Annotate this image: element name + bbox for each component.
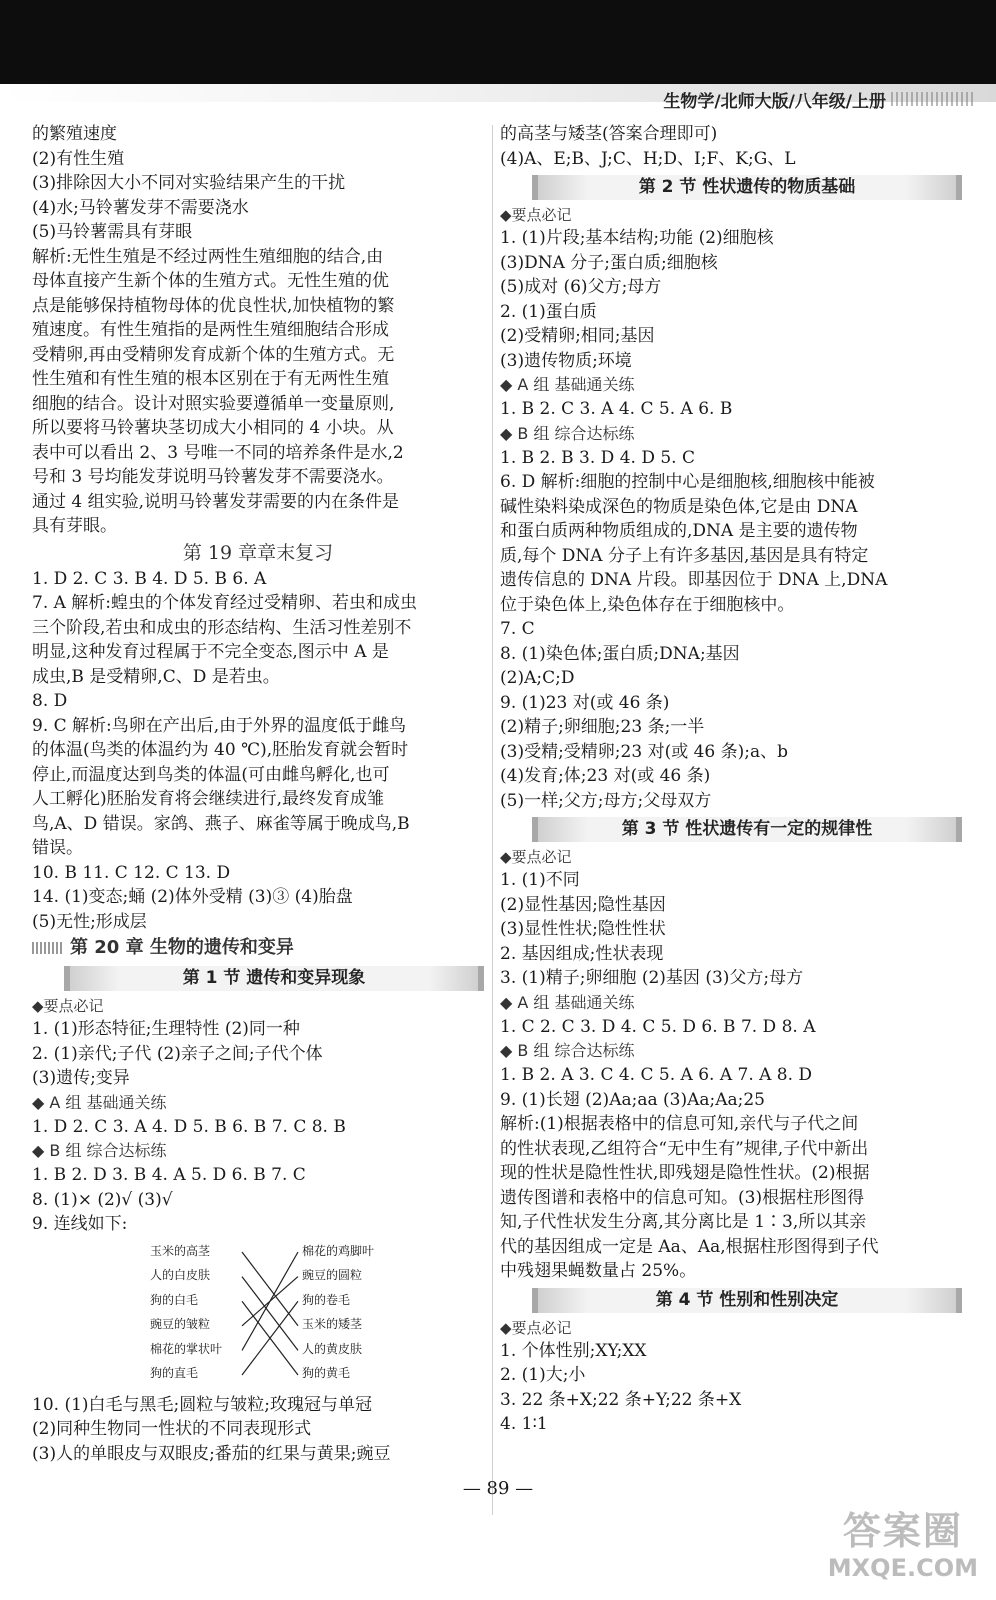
answer-line: 母体直接产生新个体的生殖方式。无性生殖的优 (32, 271, 389, 291)
exercise-group-label: ◆ B 组 综合达标练 (32, 1141, 167, 1160)
exercise-group-label: ◆ A 组 基础通关练 (500, 992, 635, 1012)
answer-line: 知,子代性状发生分离,其分离比是 1∶3,所以其亲 (500, 1212, 867, 1232)
answer-line: 停止,而温度达到鸟类的体温(可由雌鸟孵化,也可 (32, 764, 390, 785)
answer-line: 7. A 解析:蝗虫的个体发育经过受精卵、若虫和成虫 (32, 593, 418, 613)
match-lines (32, 1239, 484, 1391)
answer-line: (4)发育;体;23 对(或 46 条) (500, 766, 711, 786)
column-divider (492, 125, 493, 1515)
left-column (32, 122, 484, 1466)
answer-line: (3)人的单眼皮与双眼皮;番茄的红果与黄果;豌豆 (32, 1443, 391, 1464)
answer-line: 表中可以看出 2、3 号唯一不同的培养条件是水,2 (32, 442, 404, 463)
match-line (242, 1252, 298, 1350)
answer-line: 点是能够保持植物母体的优良性状,加快植物的繁 (32, 295, 395, 316)
answer-line: 错误。 (32, 838, 83, 858)
answer-line: 1. (1)不同 (500, 870, 580, 890)
match-line (242, 1252, 298, 1326)
exercise-group-label: ◆ B 组 综合达标练 (500, 423, 635, 443)
answer-line: 14. (1)变态;蛹 (2)体外受精 (3)③ (4)胎盘 (32, 887, 353, 907)
watermark (827, 1509, 978, 1582)
answer-line: 成虫,B 是受精卵,C、D 是若虫。 (32, 666, 280, 687)
answer-line: (2)受精卵;相同;基因 (500, 326, 655, 346)
answer-line: 10. (1)白毛与黑毛;圆粒与皱粒;玫瑰冠与单冠 (32, 1394, 372, 1415)
answer-line: 受精卵,再由受精卵发育成新个体的生殖方式。无 (32, 344, 395, 365)
answer-line: 所以要将马铃薯块茎切成大小相同的 4 小块。从 (32, 418, 394, 438)
answer-line: (2)同种生物同一性状的不同表现形式 (32, 1419, 312, 1439)
answer-line: (5)马铃薯需具有芽眼 (32, 222, 193, 242)
answer-line: 位于染色体上,染色体存在于细胞核中。 (500, 594, 795, 615)
answer-line: (3)显性性状;隐性性状 (500, 919, 666, 939)
answer-line: 1. B 2. A 3. C 4. C 5. A 6. A 7. A 8. D (500, 1065, 813, 1085)
answer-line: 1. 个体性别;XY;XX (500, 1340, 647, 1361)
match-right-item: 狗的黄毛 (302, 1366, 351, 1381)
answer-line: 三个阶段,若虫和成虫的形态结构、生活习性差别不 (32, 617, 412, 638)
answer-line: 1. B 2. C 3. A 4. C 5. A 6. B (500, 399, 733, 419)
top-black-band (0, 0, 996, 84)
matching-diagram (32, 1239, 484, 1391)
match-left-item: 玉米的高茎 (150, 1243, 211, 1258)
answer-line: (5)无性;形成层 (32, 911, 147, 932)
key-points-label: ◆要点必记 (500, 1318, 572, 1337)
match-left-item: 狗的直毛 (150, 1366, 199, 1381)
answer-line: 9. (1)长翅 (2)Aa;aa (3)Aa;Aa;25 (500, 1089, 765, 1110)
answer-line: 的体温(鸟类的体温约为 40 ℃),胚胎发育就会暂时 (32, 740, 409, 760)
answer-line: (2)A;C;D (500, 668, 575, 688)
answer-line: 遗传信息的 DNA 片段。即基因位于 DNA 上,DNA (500, 570, 888, 590)
exercise-group-label: ◆ A 组 基础通关练 (500, 375, 635, 394)
right-column (500, 122, 962, 1437)
key-points-label: ◆要点必记 (500, 848, 572, 866)
answer-line: (3)遗传;变异 (32, 1068, 130, 1088)
answer-line: 的繁殖速度 (32, 124, 117, 144)
section-heading-bar: 第 2 节 性状遗传的物质基础 (532, 175, 962, 200)
match-right-item: 狗的卷毛 (302, 1292, 351, 1307)
answer-line: 解析:无性生殖是不经过两性生殖细胞的结合,由 (32, 246, 384, 267)
answer-line: 10. B 11. C 12. C 13. D (32, 862, 231, 883)
answer-line: 9. 连线如下: (32, 1214, 128, 1234)
match-right-item: 棉花的鸡脚叶 (302, 1243, 375, 1258)
answer-line: (5)成对 (6)父方;母方 (500, 277, 662, 297)
answer-line: 6. D 解析:细胞的控制中心是细胞核,细胞核中能被 (500, 472, 875, 492)
answer-line: 9. (1)23 对(或 46 条) (500, 692, 670, 713)
watermark-logo-text: 答案圈 (842, 1509, 963, 1553)
answer-line: 现的性状是隐性性状,即残翅是隐性性状。(2)根据 (500, 1163, 870, 1183)
answer-line: (3)排除因大小不同对实验结果产生的干扰 (32, 173, 346, 193)
answer-line: 和蛋白质两种物质组成的,DNA 是主要的遗传物 (500, 521, 858, 541)
answer-line: 号和 3 号均能发芽说明马铃薯发芽不需要浇水。 (32, 467, 394, 487)
section-heading-bar: 第 1 节 遗传和变异现象 (64, 966, 484, 991)
match-left-item: 豌豆的皱粒 (150, 1317, 211, 1332)
key-points-label: ◆要点必记 (500, 206, 572, 224)
answer-line: 9. C 解析:鸟卵在产出后,由于外界的温度低于雌鸟 (32, 715, 407, 736)
answer-line: 8. (1)染色体;蛋白质;DNA;基因 (500, 643, 740, 664)
answer-line: 8. (1)× (2)√ (3)√ (32, 1189, 173, 1210)
exercise-group-label: ◆ B 组 综合达标练 (500, 1041, 635, 1060)
answer-line: 殖速度。有性生殖指的是两性生殖细胞结合形成 (32, 320, 389, 340)
match-left-item: 人的白皮肤 (150, 1268, 211, 1283)
answer-line: 3. 22 条+X;22 条+Y;22 条+X (500, 1389, 742, 1410)
answer-line: 明显,这种发育过程属于不完全变态,图示中 A 是 (32, 642, 389, 662)
answer-line: 1. D 2. C 3. A 4. D 5. B 6. B 7. C 8. B (32, 1116, 346, 1137)
header-dot-pattern (891, 92, 976, 106)
series-title: 生物学/北师大版/八年级/上册 (663, 92, 886, 112)
match-right-item: 人的黄皮肤 (302, 1341, 363, 1356)
answer-line: 中残翅果蝇数量占 25%。 (500, 1261, 697, 1281)
answer-line: 1. B 2. B 3. D 4. D 5. C (500, 447, 695, 468)
exercise-group-label: ◆ A 组 基础通关练 (32, 1092, 167, 1112)
answer-line: 代的基因组成一定是 Aa、Aa,根据柱形图得到子代 (500, 1236, 879, 1257)
answer-line: 2. 基因组成;性状表现 (500, 943, 664, 964)
match-right-item: 玉米的矮茎 (302, 1317, 363, 1332)
answer-line: 2. (1)蛋白质 (500, 301, 597, 322)
answer-line: 人工孵化)胚胎发育将会继续进行,最终发育成雏 (32, 789, 385, 809)
answer-line: 解析:(1)根据表格中的信息可知,亲代与子代之间 (500, 1114, 859, 1134)
answer-line: (4)A、E;B、J;C、H;D、I;F、K;G、L (500, 148, 796, 169)
answer-line: (3)遗传物质;环境 (500, 350, 632, 371)
answer-line: (2)精子;卵细胞;23 条;一半 (500, 717, 705, 737)
answer-line: 3. (1)精子;卵细胞 (2)基因 (3)父方;母方 (500, 968, 804, 988)
answer-line: 碱性染料染成深色的物质是染色体,它是由 DNA (500, 496, 858, 517)
answer-line: 性生殖和有性生殖的根本区别在于有无两性生殖 (32, 369, 389, 389)
answer-line: 的高茎与矮茎(答案合理即可) (500, 124, 718, 144)
answer-line: (3)DNA 分子;蛋白质;细胞核 (500, 252, 718, 273)
answer-line: 遗传图谱和表格中的信息可知。(3)根据柱形图得 (500, 1187, 865, 1208)
chapter-review-title: 第 19 章章末复习 (182, 541, 334, 564)
answer-line: 的性状表现,乙组符合“无中生有”规律,子代中新出 (500, 1138, 869, 1159)
answer-line: 具有芽眼。 (32, 516, 117, 536)
answer-line: 2. (1)亲代;子代 (2)亲子之间;子代个体 (32, 1043, 323, 1064)
answer-line: 细胞的结合。设计对照实验要遵循单一变量原则, (32, 393, 395, 414)
chapter-heading: 第 20 章 生物的遗传和变异 (32, 934, 484, 962)
answer-line: (4)水;马铃薯发芽不需要浇水 (32, 197, 249, 218)
answer-line: (5)一样;父方;母方;父母双方 (500, 790, 712, 811)
answer-line: (3)受精;受精卵;23 对(或 46 条);a、b (500, 741, 789, 762)
section-heading-bar: 第 3 节 性状遗传有一定的规律性 (532, 817, 962, 842)
key-points-label: ◆要点必记 (32, 997, 104, 1015)
answer-line: 7. C (500, 619, 535, 639)
answer-line: 1. (1)片段;基本结构;功能 (2)细胞核 (500, 228, 774, 248)
answer-line: (2)有性生殖 (32, 148, 125, 169)
answer-line: 质,每个 DNA 分子上有许多基因,基因是具有特定 (500, 545, 869, 566)
answer-line: 1. C 2. C 3. D 4. C 5. D 6. B 7. D 8. A (500, 1016, 816, 1037)
answer-line: 1. B 2. D 3. B 4. A 5. D 6. B 7. C (32, 1165, 306, 1185)
answer-line: 4. 1∶1 (500, 1414, 548, 1434)
match-left-item: 狗的白毛 (150, 1292, 199, 1307)
match-line (242, 1276, 298, 1350)
match-left-item: 棉花的掌状叶 (150, 1341, 223, 1356)
answer-line: 2. (1)大;小 (500, 1365, 586, 1385)
match-right-item: 豌豆的圆粒 (302, 1268, 363, 1283)
page-number: — 89 — (462, 1478, 534, 1499)
section-heading-bar: 第 4 节 性别和性别决定 (532, 1288, 962, 1313)
answer-line: (2)显性基因;隐性基因 (500, 894, 666, 915)
answer-line: 通过 4 组实验,说明马铃薯发芽需要的内在条件是 (32, 491, 400, 512)
answer-line: 8. D (32, 691, 68, 711)
answer-line: 鸟,A、D 错误。家鸽、燕子、麻雀等属于晚成鸟,B (32, 813, 410, 834)
answer-line: 1. D 2. C 3. B 4. D 5. B 6. A (32, 568, 267, 589)
watermark-url: MXQE.COM (827, 1554, 978, 1582)
answer-line: 1. (1)形态特征;生理特性 (2)同一种 (32, 1019, 300, 1039)
